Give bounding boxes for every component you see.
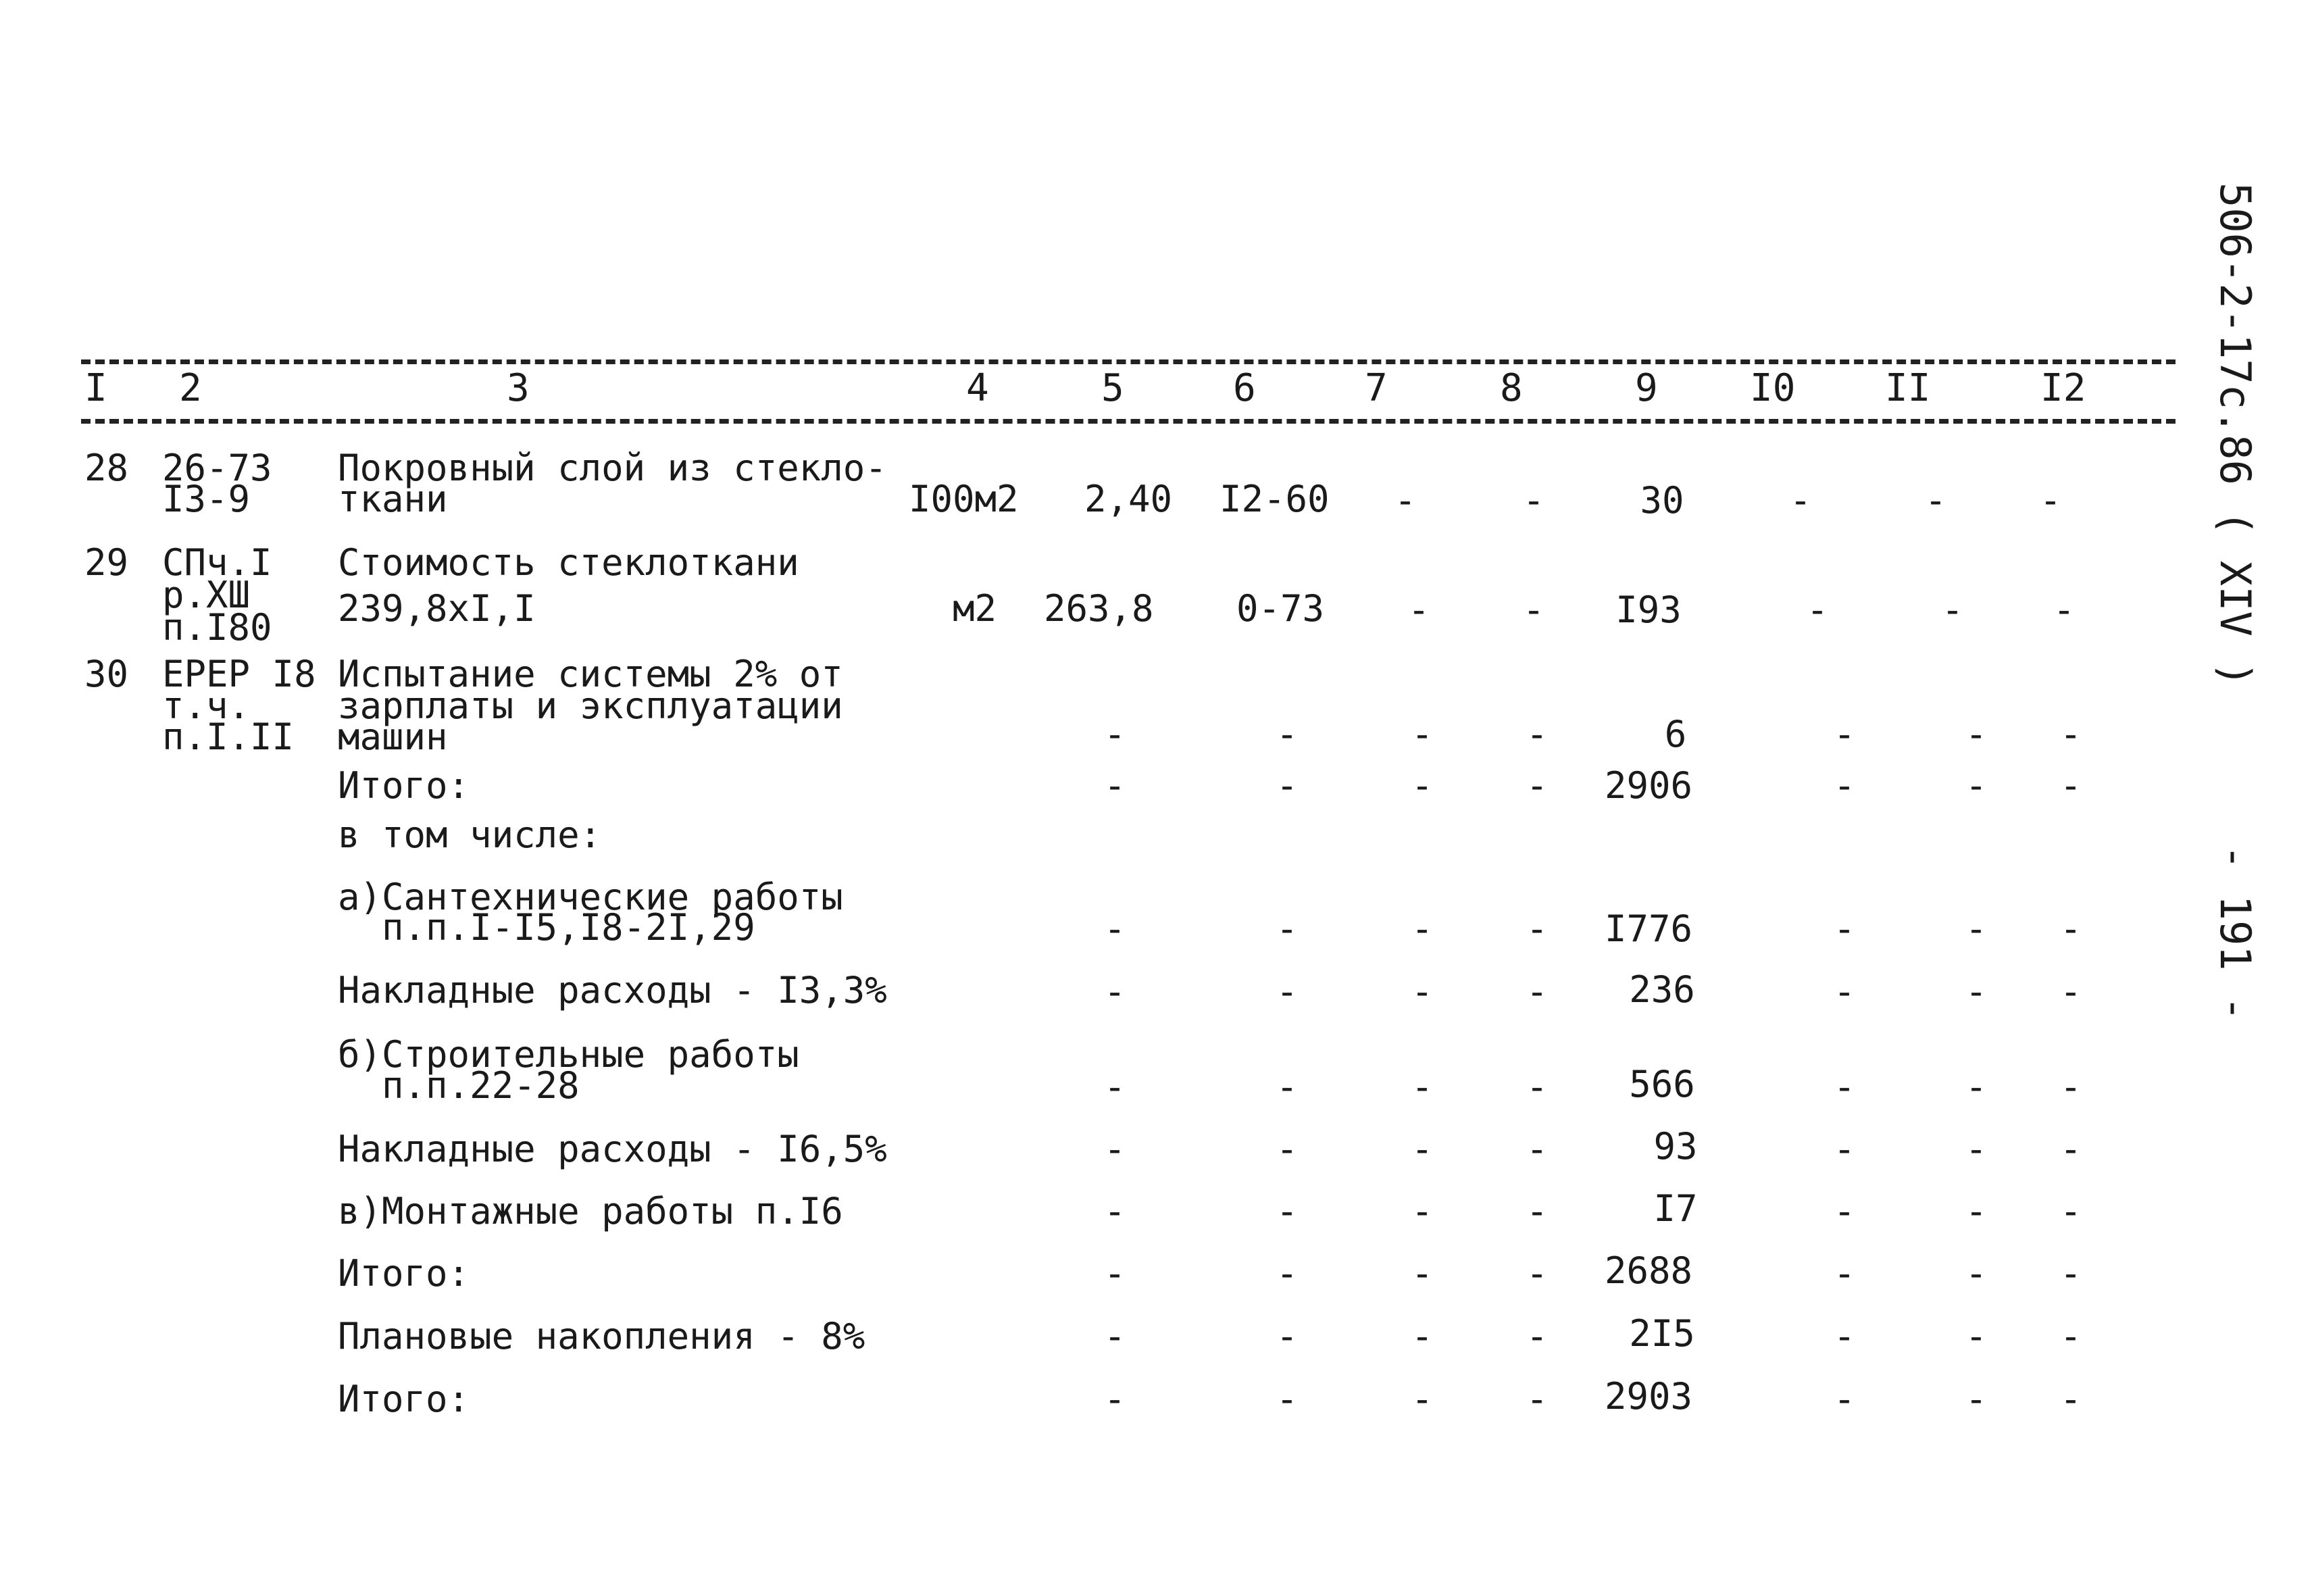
- overhead-16-col8: -: [1526, 1128, 1549, 1170]
- total-2-col10: -: [1833, 1252, 1856, 1295]
- grand-total-col7: -: [1411, 1378, 1434, 1420]
- row-29-ref-2: р.XШ: [162, 574, 251, 616]
- overhead-13-col7: -: [1411, 970, 1434, 1013]
- row-29-desc-2: 239,8хI,I: [338, 587, 536, 630]
- overhead-16-col12: -: [2059, 1128, 2082, 1170]
- plumbing-col11: -: [1965, 907, 1988, 950]
- row-29-price: 0-73: [1236, 587, 1325, 630]
- row-29-total: I93: [1615, 589, 1682, 631]
- row-28-desc-1: Покровный слой из стекло-: [338, 447, 887, 489]
- subtotal-total: 2906: [1604, 764, 1693, 807]
- header-col-4: 4: [966, 366, 989, 410]
- plumbing-col12: -: [2059, 907, 2082, 950]
- row-29-desc-1: Стоимость стеклоткани: [338, 541, 799, 584]
- plumbing-col10: -: [1833, 907, 1856, 950]
- row-29-ref-1: СПч.I: [162, 541, 272, 584]
- plumbing-col6: -: [1276, 907, 1299, 950]
- document-code: 506-2-17с.86 ( XIV ): [2211, 182, 2260, 687]
- overhead-13-col11: -: [1965, 970, 1988, 1013]
- plumbing-col7: -: [1411, 907, 1434, 950]
- overhead-13-col5: -: [1103, 970, 1126, 1013]
- construction-col5: -: [1103, 1066, 1126, 1108]
- row-30-desc-2: зарплаты и эксплуатации: [338, 684, 843, 727]
- row-29-unit: м2: [953, 587, 997, 630]
- row-30-col7: -: [1411, 713, 1434, 755]
- total-2-col6: -: [1276, 1252, 1299, 1295]
- header-bottom-rule: [81, 419, 2175, 424]
- installation-col12: -: [2059, 1190, 2082, 1232]
- row-30-number: 30: [84, 653, 129, 695]
- planned-savings-col12: -: [2059, 1315, 2082, 1357]
- total-2-col5: -: [1103, 1252, 1126, 1295]
- construction-total: 566: [1629, 1063, 1695, 1105]
- row-30-col5: -: [1103, 713, 1126, 755]
- header-col-7: 7: [1365, 366, 1388, 410]
- planned-savings-col7: -: [1411, 1315, 1434, 1357]
- overhead-16-label: Накладные расходы - I6,5%: [338, 1128, 887, 1170]
- plumbing-total: I776: [1604, 907, 1693, 950]
- construction-col10: -: [1833, 1066, 1856, 1108]
- construction-col11: -: [1965, 1066, 1988, 1108]
- plumbing-col8: -: [1526, 907, 1549, 950]
- construction-desc-1: б)Строительные работы: [338, 1033, 799, 1076]
- installation-col7: -: [1411, 1190, 1434, 1232]
- planned-savings-col5: -: [1103, 1315, 1126, 1357]
- row-28-price: I2-60: [1219, 478, 1330, 520]
- planned-savings-total: 2I5: [1629, 1312, 1695, 1355]
- row-28-desc-2: ткани: [338, 478, 448, 520]
- row-30-ref-3: п.I.II: [162, 716, 295, 758]
- construction-col7: -: [1411, 1066, 1434, 1108]
- row-30-col8: -: [1526, 713, 1549, 755]
- header-top-rule: [81, 359, 2175, 364]
- row-29-number: 29: [84, 541, 129, 584]
- subtotal-col7: -: [1411, 764, 1434, 807]
- row-28-col7: -: [1394, 479, 1417, 522]
- row-30-desc-3: машин: [338, 716, 448, 758]
- row-28-total: 30: [1640, 479, 1684, 522]
- subtotal-col11: -: [1965, 764, 1988, 807]
- total-2-col11: -: [1965, 1252, 1988, 1295]
- total-2-label: Итого:: [338, 1252, 470, 1295]
- subtotal-col10: -: [1833, 764, 1856, 807]
- row-30-col10: -: [1833, 713, 1856, 755]
- overhead-13-total: 236: [1629, 968, 1695, 1011]
- grand-total-label: Итого:: [338, 1378, 470, 1420]
- plumbing-desc-2: п.п.I-I5,I8-2I,29: [338, 906, 755, 949]
- row-28-ref-2: I3-9: [162, 478, 251, 520]
- row-28-col11: -: [1924, 479, 1947, 522]
- construction-col12: -: [2059, 1066, 2082, 1108]
- installation-col8: -: [1526, 1190, 1549, 1232]
- subtotal-col8: -: [1526, 764, 1549, 807]
- overhead-13-col6: -: [1276, 970, 1299, 1013]
- construction-col6: -: [1276, 1066, 1299, 1108]
- total-2-total: 2688: [1604, 1249, 1693, 1292]
- installation-col6: -: [1276, 1190, 1299, 1232]
- construction-col8: -: [1526, 1066, 1549, 1108]
- row-30-col11: -: [1965, 713, 1988, 755]
- subtotal-col6: -: [1276, 764, 1299, 807]
- row-29-qty: 263,8: [1044, 587, 1154, 630]
- grand-total-col8: -: [1526, 1378, 1549, 1420]
- overhead-13-col12: -: [2059, 970, 2082, 1013]
- grand-total-col6: -: [1276, 1378, 1299, 1420]
- row-30-ref-1: ЕРЕР I8: [162, 653, 316, 695]
- planned-savings-col8: -: [1526, 1315, 1549, 1357]
- row-30-ref-2: т.ч.: [162, 684, 251, 727]
- overhead-16-total: 93: [1653, 1125, 1698, 1168]
- overhead-13-col10: -: [1833, 970, 1856, 1013]
- row-29-col10: -: [1806, 589, 1829, 631]
- row-30-desc-1: Испытание системы 2% от: [338, 653, 843, 695]
- total-2-col7: -: [1411, 1252, 1434, 1295]
- row-28-ref-1: 26-73: [162, 447, 272, 489]
- grand-total-col12: -: [2059, 1378, 2082, 1420]
- row-29-col12: -: [2053, 589, 2076, 631]
- row-28-number: 28: [84, 447, 129, 489]
- header-col-1: I: [84, 366, 107, 410]
- page-number: - 191 -: [2211, 845, 2260, 1022]
- grand-total-col10: -: [1833, 1378, 1856, 1420]
- planned-savings-col10: -: [1833, 1315, 1856, 1357]
- overhead-13-col8: -: [1526, 970, 1549, 1013]
- installation-col10: -: [1833, 1190, 1856, 1232]
- overhead-16-col7: -: [1411, 1128, 1434, 1170]
- grand-total-col5: -: [1103, 1378, 1126, 1420]
- installation-col5: -: [1103, 1190, 1126, 1232]
- total-2-col12: -: [2059, 1252, 2082, 1295]
- subtotal-label: Итого:: [338, 764, 470, 807]
- row-29-col7: -: [1407, 589, 1430, 631]
- overhead-16-col5: -: [1103, 1128, 1126, 1170]
- installation-col11: -: [1965, 1190, 1988, 1232]
- plumbing-col5: -: [1103, 907, 1126, 950]
- row-28-col10: -: [1789, 479, 1812, 522]
- header-col-11: II: [1885, 366, 1931, 410]
- including-label: в том числе:: [338, 814, 602, 856]
- installation-total: I7: [1653, 1187, 1698, 1230]
- planned-savings-col6: -: [1276, 1315, 1299, 1357]
- subtotal-col5: -: [1103, 764, 1126, 807]
- row-28-qty: 2,40: [1084, 478, 1173, 520]
- subtotal-col12: -: [2059, 764, 2082, 807]
- overhead-16-col10: -: [1833, 1128, 1856, 1170]
- grand-total-col11: -: [1965, 1378, 1988, 1420]
- row-28-col12: -: [2039, 479, 2062, 522]
- row-30-col12: -: [2059, 713, 2082, 755]
- total-2-col8: -: [1526, 1252, 1549, 1295]
- header-col-9: 9: [1635, 366, 1658, 410]
- overhead-13-label: Накладные расходы - I3,3%: [338, 969, 887, 1012]
- planned-savings-col11: -: [1965, 1315, 1988, 1357]
- row-29-col8: -: [1522, 589, 1545, 631]
- header-col-3: 3: [507, 366, 530, 410]
- row-28-unit: I00м2: [909, 478, 1019, 520]
- grand-total-total: 2903: [1604, 1375, 1693, 1418]
- construction-desc-2: п.п.22-28: [338, 1064, 580, 1107]
- row-29-col11: -: [1941, 589, 1964, 631]
- overhead-16-col6: -: [1276, 1128, 1299, 1170]
- header-col-12: I2: [2040, 366, 2086, 410]
- row-30-col6: -: [1276, 713, 1299, 755]
- plumbing-desc-1: а)Сантехнические работы: [338, 876, 843, 918]
- header-col-10: I0: [1750, 366, 1796, 410]
- header-col-8: 8: [1500, 366, 1523, 410]
- planned-savings-label: Плановые накопления - 8%: [338, 1315, 865, 1357]
- header-col-6: 6: [1233, 366, 1256, 410]
- row-28-col8: -: [1522, 479, 1545, 522]
- header-col-5: 5: [1101, 366, 1124, 410]
- installation-label: в)Монтажные работы п.I6: [338, 1190, 843, 1232]
- header-col-2: 2: [179, 366, 202, 410]
- row-30-total: 6: [1664, 713, 1687, 755]
- overhead-16-col11: -: [1965, 1128, 1988, 1170]
- row-29-ref-3: п.I80: [162, 606, 272, 649]
